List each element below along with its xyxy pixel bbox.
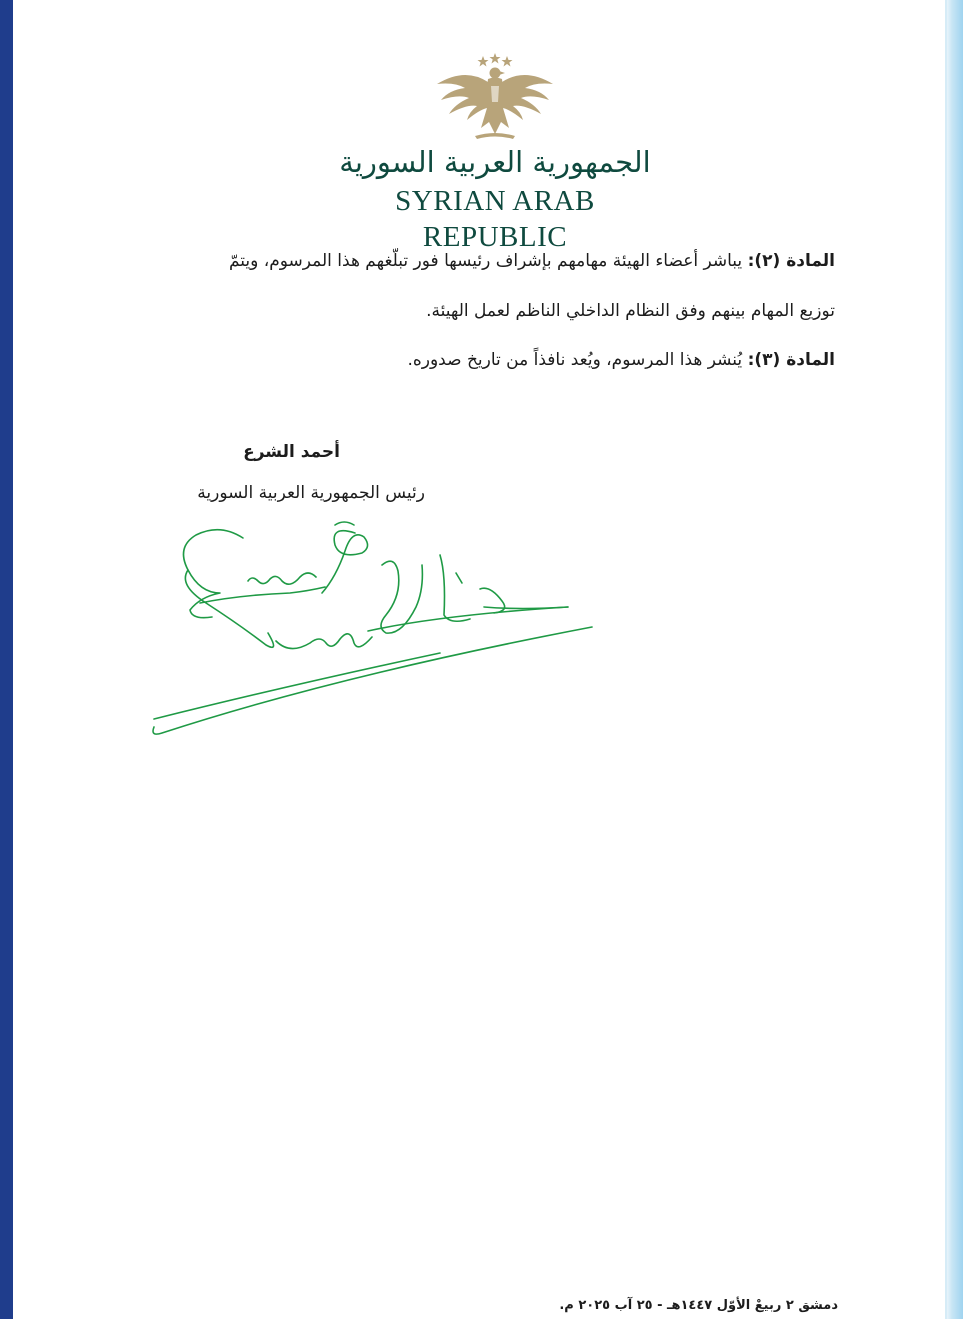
country-name-arabic: الجمهورية العربية السورية: [339, 145, 651, 179]
article-2-line-2: [140, 301, 835, 321]
article-2-text-1: يباشر أعضاء الهيئة مهامهم بإشراف رئيسها فور تبلّغهم هذا المرسوم، ويتمّ: [228, 251, 743, 271]
article-3-label: المادة (٣):: [747, 350, 835, 370]
article-2-label: المادة (٢):: [747, 251, 835, 271]
left-blue-border: [0, 0, 13, 1319]
right-light-blue-border: [947, 0, 963, 1319]
signatory-name: أحمد الشرع: [243, 442, 340, 462]
article-3-text-1: يُنشر هذا المرسوم، ويُعد نافذاً من تاريخ صدوره.: [407, 350, 743, 370]
golden-eagle-emblem-icon: [435, 52, 555, 142]
country-name-english: SYRIAN ARAB REPUBLIC: [395, 185, 595, 253]
article-3-line-1: [140, 350, 835, 370]
signatory-title: رئيس الجمهورية العربية السورية: [197, 483, 425, 503]
article-2-text-2: توزيع المهام بينهم وفق النظام الداخلي الناظم لعمل الهيئة.: [426, 301, 835, 321]
handwritten-signature-icon: [140, 515, 610, 740]
article-2-line-1: [140, 251, 835, 271]
footer-date: دمشق ٢ ربيعْ الأوّل ١٤٤٧هـ - ٢٥ آب ٢٠٢٥ م.: [559, 1298, 838, 1313]
